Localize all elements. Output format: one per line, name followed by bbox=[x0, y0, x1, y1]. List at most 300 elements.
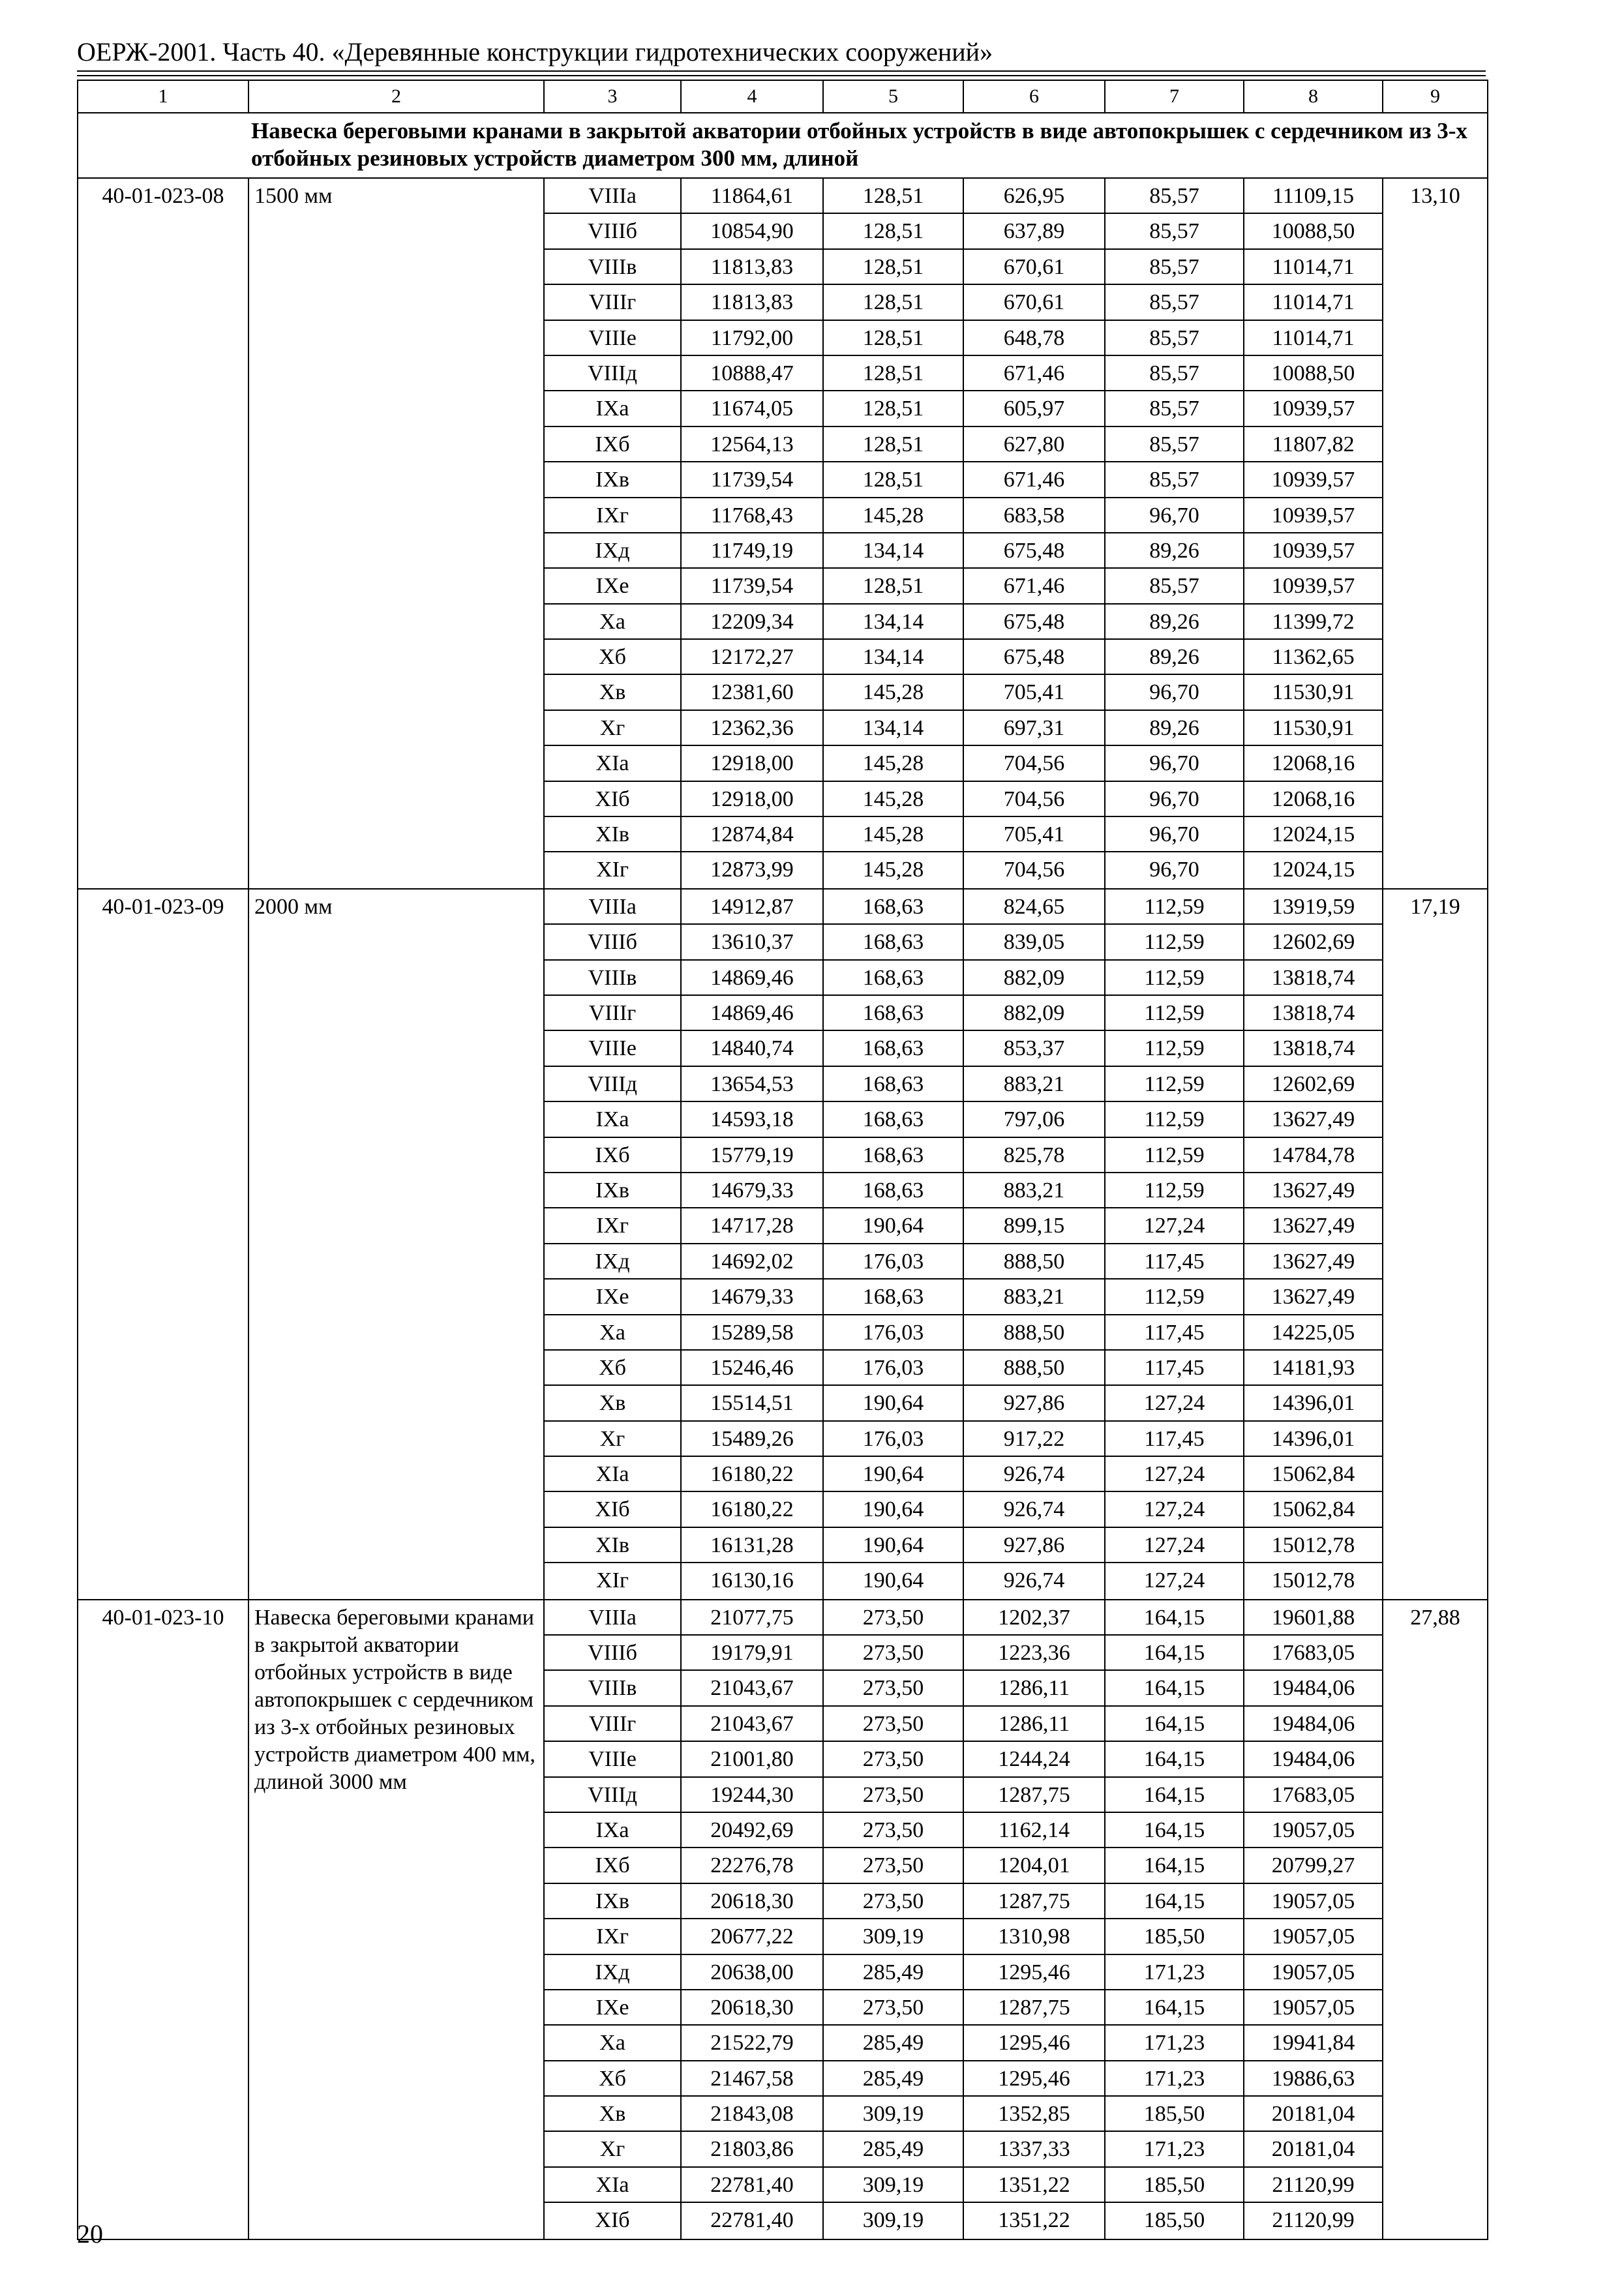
value-cell: 926,74 bbox=[1003, 1568, 1065, 1593]
value-cell: 20181,04 bbox=[1244, 2132, 1382, 2167]
value-cell: 888,50 bbox=[964, 1315, 1104, 1351]
value-cell: 21522,79 bbox=[682, 2026, 822, 2061]
value-cell: 20618,30 bbox=[682, 1884, 822, 1919]
value-cell: 21043,67 bbox=[682, 1671, 822, 1706]
value-cell: 13610,37 bbox=[682, 925, 822, 960]
column-number: 8 bbox=[1244, 80, 1383, 113]
value-cell: 927,86 bbox=[964, 1386, 1104, 1421]
value-cell: 117,45 bbox=[1105, 1315, 1243, 1351]
value-cell: 273,50 bbox=[824, 1636, 963, 1671]
column-6-values bbox=[964, 1600, 1104, 2239]
value-cell: 21843,08 bbox=[682, 2097, 822, 2132]
zone-cell: VIIIд bbox=[545, 1067, 680, 1102]
value-cell: 176,03 bbox=[824, 1422, 963, 1457]
value-cell: 164,15 bbox=[1105, 1813, 1243, 1848]
value-cell: 697,31 bbox=[964, 711, 1104, 746]
column-number: 5 bbox=[823, 80, 963, 113]
value-cell: 134,14 bbox=[824, 605, 963, 640]
value-cell: 168,63 bbox=[824, 1279, 963, 1315]
zone-cell: VIIIе bbox=[545, 321, 680, 356]
value-cell: 273,50 bbox=[824, 1742, 963, 1777]
value-cell: 675,48 bbox=[964, 605, 1104, 640]
value-cell: 190,64 bbox=[824, 1457, 963, 1492]
value-cell: 14679,33 bbox=[682, 1173, 822, 1208]
zone-cell: Xб bbox=[545, 640, 680, 675]
section-title-row bbox=[78, 113, 1488, 178]
zone-cell: VIIIг bbox=[545, 285, 680, 320]
zone-cell: IXв bbox=[545, 1173, 680, 1208]
zone-cell: VIIIб bbox=[545, 925, 680, 960]
value-cell: 19484,06 bbox=[1244, 1671, 1382, 1706]
zone-cell: XIг bbox=[596, 858, 629, 882]
value-cell: 85,57 bbox=[1105, 179, 1243, 214]
value-cell: 12172,27 bbox=[682, 640, 822, 675]
zone-cell: VIIIa bbox=[545, 179, 680, 214]
value-cell: 145,28 bbox=[862, 858, 924, 882]
column-3-values bbox=[545, 890, 680, 1599]
value-cell: 15062,84 bbox=[1244, 1492, 1382, 1527]
value-cell: 13818,74 bbox=[1244, 1031, 1382, 1066]
zone-cell: IXе bbox=[545, 1990, 680, 2026]
value-cell: 1286,11 bbox=[964, 1707, 1104, 1742]
section-title: Навеска береговыми кранами в закрытой акватории отбойных устройств в виде автопокрышек с сердечником из 3-х отбойных резиновых устройств диаметром 300 мм, длиной bbox=[251, 118, 1467, 171]
value-cell: 20677,22 bbox=[682, 1919, 822, 1954]
value-cell: 20638,00 bbox=[682, 1955, 822, 1990]
value-cell: 853,37 bbox=[964, 1031, 1104, 1066]
zone-cell: IXе bbox=[545, 1279, 680, 1315]
value-cell: 164,15 bbox=[1105, 1742, 1243, 1777]
value-cell: 10939,57 bbox=[1244, 391, 1382, 426]
value-cell: 13818,74 bbox=[1244, 961, 1382, 996]
value-cell: 20492,69 bbox=[682, 1813, 822, 1848]
value-cell: 13627,49 bbox=[1244, 1173, 1382, 1208]
zone-cell: IXв bbox=[545, 462, 680, 498]
rate-description: Навеска береговыми кранами в закрытой акватории отбойных устройств в виде автопокрышек с сердечником из 3-х отбойных резиновых устройств диаметром 400 мм, длиной 3000 мм bbox=[254, 1605, 535, 1794]
value-cell: 96,70 bbox=[1105, 498, 1243, 533]
value-cell: 176,03 bbox=[824, 1351, 963, 1386]
value-cell: 273,50 bbox=[824, 1884, 963, 1919]
value-cell: 1287,75 bbox=[964, 1884, 1104, 1919]
value-cell: 190,64 bbox=[824, 1208, 963, 1244]
value-cell: 926,74 bbox=[964, 1457, 1104, 1492]
zone-cell: XIa bbox=[545, 1457, 680, 1492]
page-number: 20 bbox=[77, 2219, 103, 2249]
value-cell: 888,50 bbox=[964, 1244, 1104, 1279]
value-cell: 168,63 bbox=[824, 1138, 963, 1173]
header-rule bbox=[77, 75, 1486, 76]
value-cell: 145,28 bbox=[824, 746, 963, 781]
value-cell: 21077,75 bbox=[682, 1600, 822, 1636]
rates-table bbox=[77, 80, 1488, 2240]
column-number: 2 bbox=[248, 80, 544, 113]
value-cell: 1295,46 bbox=[964, 2026, 1104, 2061]
zone-cell: VIIIб bbox=[545, 1636, 680, 1671]
value-cell: 309,19 bbox=[824, 2097, 963, 2132]
value-cell: 839,05 bbox=[964, 925, 1104, 960]
value-cell: 927,86 bbox=[964, 1528, 1104, 1563]
labor-value: 27,88 bbox=[1410, 1605, 1460, 1630]
value-cell: 14679,33 bbox=[682, 1279, 822, 1315]
value-cell: 1162,14 bbox=[964, 1813, 1104, 1848]
zone-cell: Xв bbox=[545, 675, 680, 710]
value-cell: 1204,01 bbox=[964, 1848, 1104, 1883]
value-cell: 128,51 bbox=[824, 179, 963, 214]
value-cell: 16131,28 bbox=[682, 1528, 822, 1563]
value-cell: 13654,53 bbox=[682, 1067, 822, 1102]
value-cell: 917,22 bbox=[964, 1422, 1104, 1457]
value-cell: 145,28 bbox=[824, 675, 963, 710]
value-cell: 10939,57 bbox=[1244, 462, 1382, 498]
value-cell: 21001,80 bbox=[682, 1742, 822, 1777]
value-cell: 128,51 bbox=[824, 462, 963, 498]
value-cell: 128,51 bbox=[824, 356, 963, 391]
value-cell: 13919,59 bbox=[1244, 890, 1382, 925]
value-cell: 117,45 bbox=[1105, 1244, 1243, 1279]
value-cell: 11864,61 bbox=[682, 179, 822, 214]
value-cell: 273,50 bbox=[824, 1813, 963, 1848]
value-cell: 164,15 bbox=[1105, 1990, 1243, 2026]
value-cell: 11674,05 bbox=[682, 391, 822, 426]
value-cell: 96,70 bbox=[1105, 817, 1243, 852]
value-cell: 21120,99 bbox=[1272, 2208, 1355, 2233]
column-8-values bbox=[1244, 1600, 1382, 2239]
value-cell: 96,70 bbox=[1105, 782, 1243, 817]
column-4-values bbox=[682, 179, 822, 888]
value-cell: 11792,00 bbox=[682, 321, 822, 356]
zone-cell: VIIIб bbox=[545, 214, 680, 249]
value-cell: 10088,50 bbox=[1244, 356, 1382, 391]
value-cell: 15012,78 bbox=[1244, 1528, 1382, 1563]
value-cell: 16130,16 bbox=[710, 1568, 794, 1593]
zone-cell: VIIIa bbox=[545, 1600, 680, 1636]
value-cell: 14784,78 bbox=[1244, 1138, 1382, 1173]
value-cell: 96,70 bbox=[1105, 746, 1243, 781]
value-cell: 10939,57 bbox=[1244, 569, 1382, 604]
zone-cell: IXб bbox=[545, 427, 680, 462]
column-4-values bbox=[682, 1600, 822, 2239]
value-cell: 12362,36 bbox=[682, 711, 822, 746]
value-cell: 10939,57 bbox=[1244, 498, 1382, 533]
value-cell: 11739,54 bbox=[682, 462, 822, 498]
value-cell: 112,59 bbox=[1105, 1102, 1243, 1137]
value-cell: 10939,57 bbox=[1244, 533, 1382, 569]
value-cell: 22781,40 bbox=[682, 2168, 822, 2203]
value-cell: 285,49 bbox=[824, 2132, 963, 2167]
value-cell: 671,46 bbox=[964, 356, 1104, 391]
value-cell: 797,06 bbox=[964, 1102, 1104, 1137]
column-7-values bbox=[1105, 1600, 1243, 2239]
zone-cell: XIв bbox=[545, 817, 680, 852]
value-cell: 21120,99 bbox=[1244, 2168, 1382, 2203]
value-cell: 19484,06 bbox=[1244, 1707, 1382, 1742]
rate-group-row bbox=[78, 889, 1488, 1600]
value-cell: 626,95 bbox=[964, 179, 1104, 214]
value-cell: 145,28 bbox=[824, 817, 963, 852]
value-cell: 12068,16 bbox=[1244, 746, 1382, 781]
value-cell: 168,63 bbox=[824, 890, 963, 925]
zone-cell: XIa bbox=[545, 746, 680, 781]
value-cell: 112,59 bbox=[1105, 1279, 1243, 1315]
value-cell: 112,59 bbox=[1105, 996, 1243, 1031]
value-cell: 637,89 bbox=[964, 214, 1104, 249]
value-cell: 13627,49 bbox=[1244, 1244, 1382, 1279]
value-cell: 15012,78 bbox=[1271, 1568, 1355, 1593]
value-cell: 11014,71 bbox=[1244, 321, 1382, 356]
value-cell: 134,14 bbox=[824, 533, 963, 569]
zone-cell: XIa bbox=[545, 2168, 680, 2203]
value-cell: 15289,58 bbox=[682, 1315, 822, 1351]
value-cell: 17683,05 bbox=[1244, 1778, 1382, 1813]
labor-value: 17,19 bbox=[1410, 894, 1460, 919]
column-3-values bbox=[545, 1600, 680, 2239]
value-cell: 10888,47 bbox=[682, 356, 822, 391]
value-cell: 19179,91 bbox=[682, 1636, 822, 1671]
value-cell: 16180,22 bbox=[682, 1492, 822, 1527]
value-cell: 85,57 bbox=[1105, 250, 1243, 285]
value-cell: 704,56 bbox=[1003, 858, 1065, 882]
value-cell: 22781,40 bbox=[710, 2208, 794, 2233]
value-cell: 12564,13 bbox=[682, 427, 822, 462]
value-cell: 85,57 bbox=[1105, 356, 1243, 391]
value-cell: 12209,34 bbox=[682, 605, 822, 640]
value-cell: 127,24 bbox=[1105, 1528, 1243, 1563]
value-cell: 671,46 bbox=[964, 462, 1104, 498]
value-cell: 127,24 bbox=[1143, 1568, 1205, 1593]
value-cell: 11530,91 bbox=[1244, 711, 1382, 746]
value-cell: 648,78 bbox=[964, 321, 1104, 356]
value-cell: 14717,28 bbox=[682, 1208, 822, 1244]
column-6-values bbox=[964, 890, 1104, 1599]
value-cell: 13627,49 bbox=[1244, 1279, 1382, 1315]
zone-cell: IXд bbox=[545, 1955, 680, 1990]
value-cell: 112,59 bbox=[1105, 925, 1243, 960]
column-6-values bbox=[964, 179, 1104, 888]
value-cell: 89,26 bbox=[1105, 640, 1243, 675]
value-cell: 171,23 bbox=[1105, 2132, 1243, 2167]
value-cell: 1310,98 bbox=[964, 1919, 1104, 1954]
value-cell: 19244,30 bbox=[682, 1778, 822, 1813]
rate-group-row bbox=[78, 1600, 1488, 2239]
value-cell: 19601,88 bbox=[1244, 1600, 1382, 1636]
value-cell: 145,28 bbox=[824, 782, 963, 817]
value-cell: 11768,43 bbox=[682, 498, 822, 533]
zone-cell: XIб bbox=[545, 782, 680, 817]
value-cell: 705,41 bbox=[964, 817, 1104, 852]
value-cell: 705,41 bbox=[964, 675, 1104, 710]
value-cell: 11813,83 bbox=[682, 250, 822, 285]
value-cell: 1351,22 bbox=[964, 2168, 1104, 2203]
value-cell: 190,64 bbox=[824, 1492, 963, 1527]
value-cell: 21043,67 bbox=[682, 1707, 822, 1742]
column-3-values bbox=[545, 179, 680, 888]
value-cell: 825,78 bbox=[964, 1138, 1104, 1173]
zone-cell: VIIIе bbox=[545, 1031, 680, 1066]
value-cell: 127,24 bbox=[1105, 1492, 1243, 1527]
value-cell: 14396,01 bbox=[1244, 1386, 1382, 1421]
value-cell: 11807,82 bbox=[1244, 427, 1382, 462]
column-8-values bbox=[1244, 890, 1382, 1599]
zone-cell: IXг bbox=[545, 1919, 680, 1954]
value-cell: 670,61 bbox=[964, 250, 1104, 285]
zone-cell: IXд bbox=[545, 533, 680, 569]
value-cell: 1295,46 bbox=[964, 1955, 1104, 1990]
value-cell: 14912,87 bbox=[682, 890, 822, 925]
value-cell: 128,51 bbox=[824, 391, 963, 426]
value-cell: 171,23 bbox=[1105, 2026, 1243, 2061]
value-cell: 14593,18 bbox=[682, 1102, 822, 1137]
value-cell: 85,57 bbox=[1105, 214, 1243, 249]
value-cell: 704,56 bbox=[964, 782, 1104, 817]
zone-cell: IXa bbox=[545, 1102, 680, 1137]
value-cell: 13818,74 bbox=[1244, 996, 1382, 1031]
value-cell: 19057,05 bbox=[1244, 1955, 1382, 1990]
value-cell: 627,80 bbox=[964, 427, 1104, 462]
value-cell: 185,50 bbox=[1105, 2168, 1243, 2203]
value-cell: 164,15 bbox=[1105, 1778, 1243, 1813]
column-4-values bbox=[682, 890, 822, 1599]
value-cell: 11014,71 bbox=[1244, 285, 1382, 320]
column-5-values bbox=[824, 179, 963, 888]
value-cell: 185,50 bbox=[1143, 2208, 1205, 2233]
zone-cell: Xв bbox=[545, 1386, 680, 1421]
value-cell: 168,63 bbox=[824, 961, 963, 996]
value-cell: 11530,91 bbox=[1244, 675, 1382, 710]
value-cell: 675,48 bbox=[964, 533, 1104, 569]
zone-cell: VIIIд bbox=[545, 356, 680, 391]
value-cell: 13627,49 bbox=[1244, 1102, 1382, 1137]
value-cell: 22276,78 bbox=[682, 1848, 822, 1883]
value-cell: 128,51 bbox=[824, 569, 963, 604]
value-cell: 704,56 bbox=[964, 746, 1104, 781]
value-cell: 19886,63 bbox=[1244, 2061, 1382, 2097]
column-7-values bbox=[1105, 890, 1243, 1599]
value-cell: 85,57 bbox=[1105, 569, 1243, 604]
value-cell: 190,64 bbox=[824, 1528, 963, 1563]
value-cell: 20181,04 bbox=[1244, 2097, 1382, 2132]
column-5-values bbox=[824, 890, 963, 1599]
value-cell: 1287,75 bbox=[964, 1990, 1104, 2026]
value-cell: 11399,72 bbox=[1244, 605, 1382, 640]
zone-cell: IXг bbox=[545, 498, 680, 533]
column-number-row bbox=[78, 80, 1488, 113]
value-cell: 10088,50 bbox=[1244, 214, 1382, 249]
value-cell: 19057,05 bbox=[1244, 1813, 1382, 1848]
value-cell: 168,63 bbox=[824, 1173, 963, 1208]
value-cell: 14692,02 bbox=[682, 1244, 822, 1279]
value-cell: 19057,05 bbox=[1244, 1919, 1382, 1954]
value-cell: 85,57 bbox=[1105, 427, 1243, 462]
value-cell: 176,03 bbox=[824, 1315, 963, 1351]
value-cell: 117,45 bbox=[1105, 1422, 1243, 1457]
value-cell: 1351,22 bbox=[998, 2208, 1070, 2233]
value-cell: 112,59 bbox=[1105, 1031, 1243, 1066]
column-number: 7 bbox=[1105, 80, 1244, 113]
value-cell: 1352,85 bbox=[964, 2097, 1104, 2132]
zone-cell: IXе bbox=[545, 569, 680, 604]
zone-cell: Xг bbox=[545, 1422, 680, 1457]
zone-cell: IXв bbox=[545, 1884, 680, 1919]
value-cell: 14869,46 bbox=[682, 996, 822, 1031]
value-cell: 1223,36 bbox=[964, 1636, 1104, 1671]
zone-cell: Xa bbox=[545, 1315, 680, 1351]
value-cell: 882,09 bbox=[964, 961, 1104, 996]
value-cell: 14181,93 bbox=[1244, 1351, 1382, 1386]
value-cell: 683,58 bbox=[964, 498, 1104, 533]
value-cell: 12918,00 bbox=[682, 746, 822, 781]
column-number: 4 bbox=[681, 80, 823, 113]
value-cell: 19057,05 bbox=[1244, 1884, 1382, 1919]
zone-cell: Xг bbox=[545, 711, 680, 746]
value-cell: 168,63 bbox=[824, 996, 963, 1031]
value-cell: 899,15 bbox=[964, 1208, 1104, 1244]
value-cell: 605,97 bbox=[964, 391, 1104, 426]
value-cell: 11109,15 bbox=[1244, 179, 1382, 214]
value-cell: 185,50 bbox=[1105, 2097, 1243, 2132]
value-cell: 14869,46 bbox=[682, 961, 822, 996]
value-cell: 117,45 bbox=[1105, 1351, 1243, 1386]
column-number: 1 bbox=[78, 80, 248, 113]
zone-cell: XIб bbox=[545, 1492, 680, 1527]
value-cell: 134,14 bbox=[824, 640, 963, 675]
zone-cell: VIIIa bbox=[545, 890, 680, 925]
column-number: 3 bbox=[544, 80, 681, 113]
value-cell: 19941,84 bbox=[1244, 2026, 1382, 2061]
value-cell: 112,59 bbox=[1105, 961, 1243, 996]
value-cell: 926,74 bbox=[964, 1492, 1104, 1527]
value-cell: 168,63 bbox=[824, 925, 963, 960]
value-cell: 14396,01 bbox=[1244, 1422, 1382, 1457]
zone-cell: XIб bbox=[595, 2208, 630, 2233]
value-cell: 273,50 bbox=[824, 1848, 963, 1883]
column-8-values bbox=[1244, 179, 1382, 888]
value-cell: 20618,30 bbox=[682, 1990, 822, 2026]
value-cell: 285,49 bbox=[824, 1955, 963, 1990]
value-cell: 145,28 bbox=[824, 498, 963, 533]
zone-cell: Xб bbox=[545, 2061, 680, 2097]
header-rule bbox=[77, 70, 1486, 72]
value-cell: 127,24 bbox=[1105, 1386, 1243, 1421]
value-cell: 824,65 bbox=[964, 890, 1104, 925]
rate-description: 2000 мм bbox=[254, 894, 333, 919]
labor-value: 13,10 bbox=[1410, 184, 1460, 208]
value-cell: 12602,69 bbox=[1244, 1067, 1382, 1102]
value-cell: 1286,11 bbox=[964, 1671, 1104, 1706]
value-cell: 85,57 bbox=[1105, 321, 1243, 356]
value-cell: 171,23 bbox=[1105, 1955, 1243, 1990]
value-cell: 164,15 bbox=[1105, 1884, 1243, 1919]
zone-cell: IXб bbox=[545, 1848, 680, 1883]
value-cell: 128,51 bbox=[824, 285, 963, 320]
value-cell: 12873,99 bbox=[710, 858, 794, 882]
value-cell: 883,21 bbox=[964, 1067, 1104, 1102]
value-cell: 21803,86 bbox=[682, 2132, 822, 2167]
zone-cell: Xб bbox=[545, 1351, 680, 1386]
value-cell: 89,26 bbox=[1105, 605, 1243, 640]
value-cell: 168,63 bbox=[824, 1031, 963, 1066]
value-cell: 11749,19 bbox=[682, 533, 822, 569]
value-cell: 12024,15 bbox=[1244, 817, 1382, 852]
value-cell: 15062,84 bbox=[1244, 1457, 1382, 1492]
value-cell: 96,70 bbox=[1149, 858, 1199, 882]
column-7-values bbox=[1105, 179, 1243, 888]
value-cell: 309,19 bbox=[824, 2168, 963, 2203]
value-cell: 15489,26 bbox=[682, 1422, 822, 1457]
value-cell: 14225,05 bbox=[1244, 1315, 1382, 1351]
value-cell: 17683,05 bbox=[1244, 1636, 1382, 1671]
value-cell: 12024,15 bbox=[1271, 858, 1355, 882]
value-cell: 164,15 bbox=[1105, 1671, 1243, 1706]
value-cell: 89,26 bbox=[1105, 533, 1243, 569]
